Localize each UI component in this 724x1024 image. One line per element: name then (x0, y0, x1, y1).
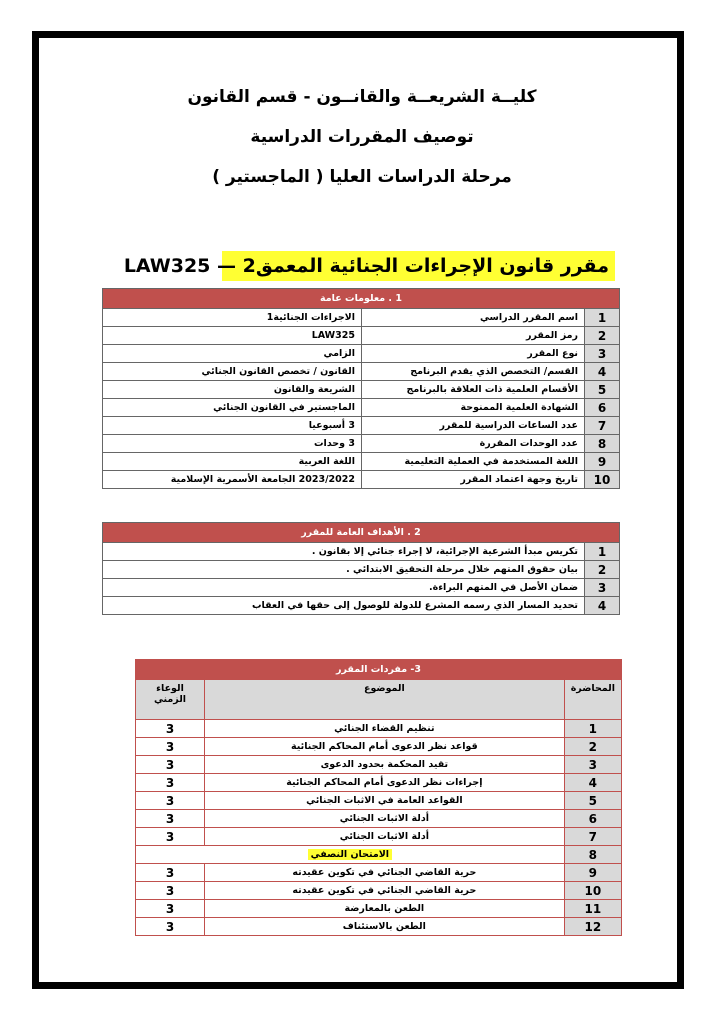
info-label: القسم/ التخصص الذي يقدم البرنامج (362, 363, 585, 381)
lecture-topic: أدلة الاثبات الجنائي (205, 810, 565, 828)
syllabus-row (136, 828, 622, 846)
info-label: عدد الساعات الدراسية للمقرر (362, 417, 585, 435)
info-value: 3 وحدات (103, 435, 362, 453)
lecture-number: 10 (564, 882, 621, 900)
lecture-duration: 3 (136, 828, 205, 846)
info-row (103, 435, 620, 453)
row-number: 3 (585, 579, 620, 597)
info-label: الشهادة العلمية الممنوحة (362, 399, 585, 417)
syllabus-row (136, 900, 622, 918)
lecture-number: 11 (564, 900, 621, 918)
lecture-duration: 3 (136, 756, 205, 774)
column-topic: الموضوع (205, 680, 565, 720)
lecture-duration: 3 (136, 864, 205, 882)
objective-text: تحديد المسار الذي رسمه المشرع للدولة للوصول إلى حقها في العقاب (103, 597, 585, 615)
syllabus-row (136, 774, 622, 792)
info-row (103, 453, 620, 471)
syllabus-row (136, 810, 622, 828)
info-label: رمز المقرر (362, 327, 585, 345)
lecture-duration: 3 (136, 882, 205, 900)
info-row (103, 417, 620, 435)
row-number: 2 (585, 561, 620, 579)
column-lecture: المحاضرة (564, 680, 621, 720)
info-row (103, 327, 620, 345)
row-number: 7 (585, 417, 620, 435)
info-row (103, 345, 620, 363)
lecture-number: 12 (564, 918, 621, 936)
objective-text: بيان حقوق المتهم خلال مرحلة التحقيق الابتدائي . (103, 561, 585, 579)
info-value: 2023/2022 الجامعة الأسمرية الإسلامية (103, 471, 362, 489)
syllabus-row (136, 846, 622, 864)
lecture-number: 2 (564, 738, 621, 756)
info-label: اللغة المستخدمة في العملية التعليمية (362, 453, 585, 471)
lecture-duration: 3 (136, 900, 205, 918)
row-number: 1 (585, 309, 620, 327)
lecture-number: 8 (564, 846, 621, 864)
lecture-topic: حرية القاضي الجنائي في تكوين عقيدته (205, 864, 565, 882)
info-value: الماجستير في القانون الجنائي (103, 399, 362, 417)
objectives-table (102, 522, 620, 615)
objectives-heading: 2 . الأهداف العامة للمقرر (103, 523, 620, 543)
objective-row (103, 597, 620, 615)
lecture-topic: الطعن بالمعارضة (205, 900, 565, 918)
stage-title: مرحلة الدراسات العليا ( الماجستير ) (212, 167, 512, 187)
lecture-duration: 3 (136, 792, 205, 810)
lecture-number: 4 (564, 774, 621, 792)
objective-row (103, 561, 620, 579)
lecture-topic: الطعن بالاستئناف (205, 918, 565, 936)
info-value: 3 أسبوعيا (103, 417, 362, 435)
objective-text: ضمان الأصل في المتهم البراءة. (103, 579, 585, 597)
lecture-number: 6 (564, 810, 621, 828)
lecture-number: 1 (564, 720, 621, 738)
info-label: عدد الوحدات المقررة (362, 435, 585, 453)
info-row (103, 363, 620, 381)
general-info-table (102, 288, 620, 489)
lecture-number: 3 (564, 756, 621, 774)
info-label: اسم المقرر الدراسي (362, 309, 585, 327)
column-duration: الوعاء الزمني (136, 680, 205, 720)
syllabus-row (136, 792, 622, 810)
syllabus-heading: 3- مفردات المقرر (136, 660, 622, 680)
row-number: 6 (585, 399, 620, 417)
row-number: 2 (585, 327, 620, 345)
objective-text: تكريس مبدأ الشرعية الإجرائية، لا إجراء جنائي إلا بقانون . (103, 543, 585, 561)
syllabus-row (136, 918, 622, 936)
syllabus-row (136, 882, 622, 900)
syllabus-row (136, 720, 622, 738)
row-number: 10 (585, 471, 620, 489)
college-title: كليــة الشريعــة والقانــون - قسم القانون (187, 87, 537, 107)
info-value: الاجراءات الجنائية1 (103, 309, 362, 327)
objective-row (103, 543, 620, 561)
lecture-number: 9 (564, 864, 621, 882)
lecture-topic: تنظيم القضاء الجنائي (205, 720, 565, 738)
lecture-topic: أدلة الاثبات الجنائي (205, 828, 565, 846)
syllabus-row (136, 864, 622, 882)
document-header (0, 88, 724, 208)
syllabus-row (136, 756, 622, 774)
info-row (103, 471, 620, 489)
row-number: 3 (585, 345, 620, 363)
info-row (103, 399, 620, 417)
row-number: 1 (585, 543, 620, 561)
lecture-topic: تقيد المحكمة بحدود الدعوى (205, 756, 565, 774)
lecture-topic: إجراءات نظر الدعوى أمام المحاكم الجنائية (205, 774, 565, 792)
row-number: 5 (585, 381, 620, 399)
syllabus-table (135, 659, 622, 936)
lecture-topic: القواعد العامة في الاثبات الجنائي (205, 792, 565, 810)
info-value: اللغة العربية (103, 453, 362, 471)
info-value: LAW325 (103, 327, 362, 345)
info-row (103, 309, 620, 327)
lecture-topic: حرية القاضي الجنائي في تكوين عقيدته (205, 882, 565, 900)
midterm-label: الامتحان النصفي (308, 849, 392, 860)
general-info-heading: 1 . معلومات عامة (103, 289, 620, 309)
lecture-duration: 3 (136, 810, 205, 828)
lecture-number: 7 (564, 828, 621, 846)
syllabus-row (136, 738, 622, 756)
lecture-duration: 3 (136, 720, 205, 738)
lecture-topic: قواعد نظر الدعوى أمام المحاكم الجنائية (205, 738, 565, 756)
info-value: الشريعة والقانون (103, 381, 362, 399)
info-label: نوع المقرر (362, 345, 585, 363)
midterm-cell (136, 846, 565, 864)
info-value: القانون / تخصص القانون الجنائي (103, 363, 362, 381)
objective-row (103, 579, 620, 597)
info-label: الأقسام العلمية ذات العلاقة بالبرنامج (362, 381, 585, 399)
description-title: توصيف المقررات الدراسية (250, 127, 474, 147)
info-label: تاريخ وجهة اعتماد المقرر (362, 471, 585, 489)
row-number: 8 (585, 435, 620, 453)
info-value: الزامي (103, 345, 362, 363)
lecture-number: 5 (564, 792, 621, 810)
row-number: 9 (585, 453, 620, 471)
lecture-duration: 3 (136, 918, 205, 936)
lecture-duration: 3 (136, 774, 205, 792)
lecture-duration: 3 (136, 738, 205, 756)
course-title: مقرر قانون الإجراءات الجنائية المعمق2 — LAW325 (222, 251, 615, 281)
info-row (103, 381, 620, 399)
row-number: 4 (585, 363, 620, 381)
row-number: 4 (585, 597, 620, 615)
